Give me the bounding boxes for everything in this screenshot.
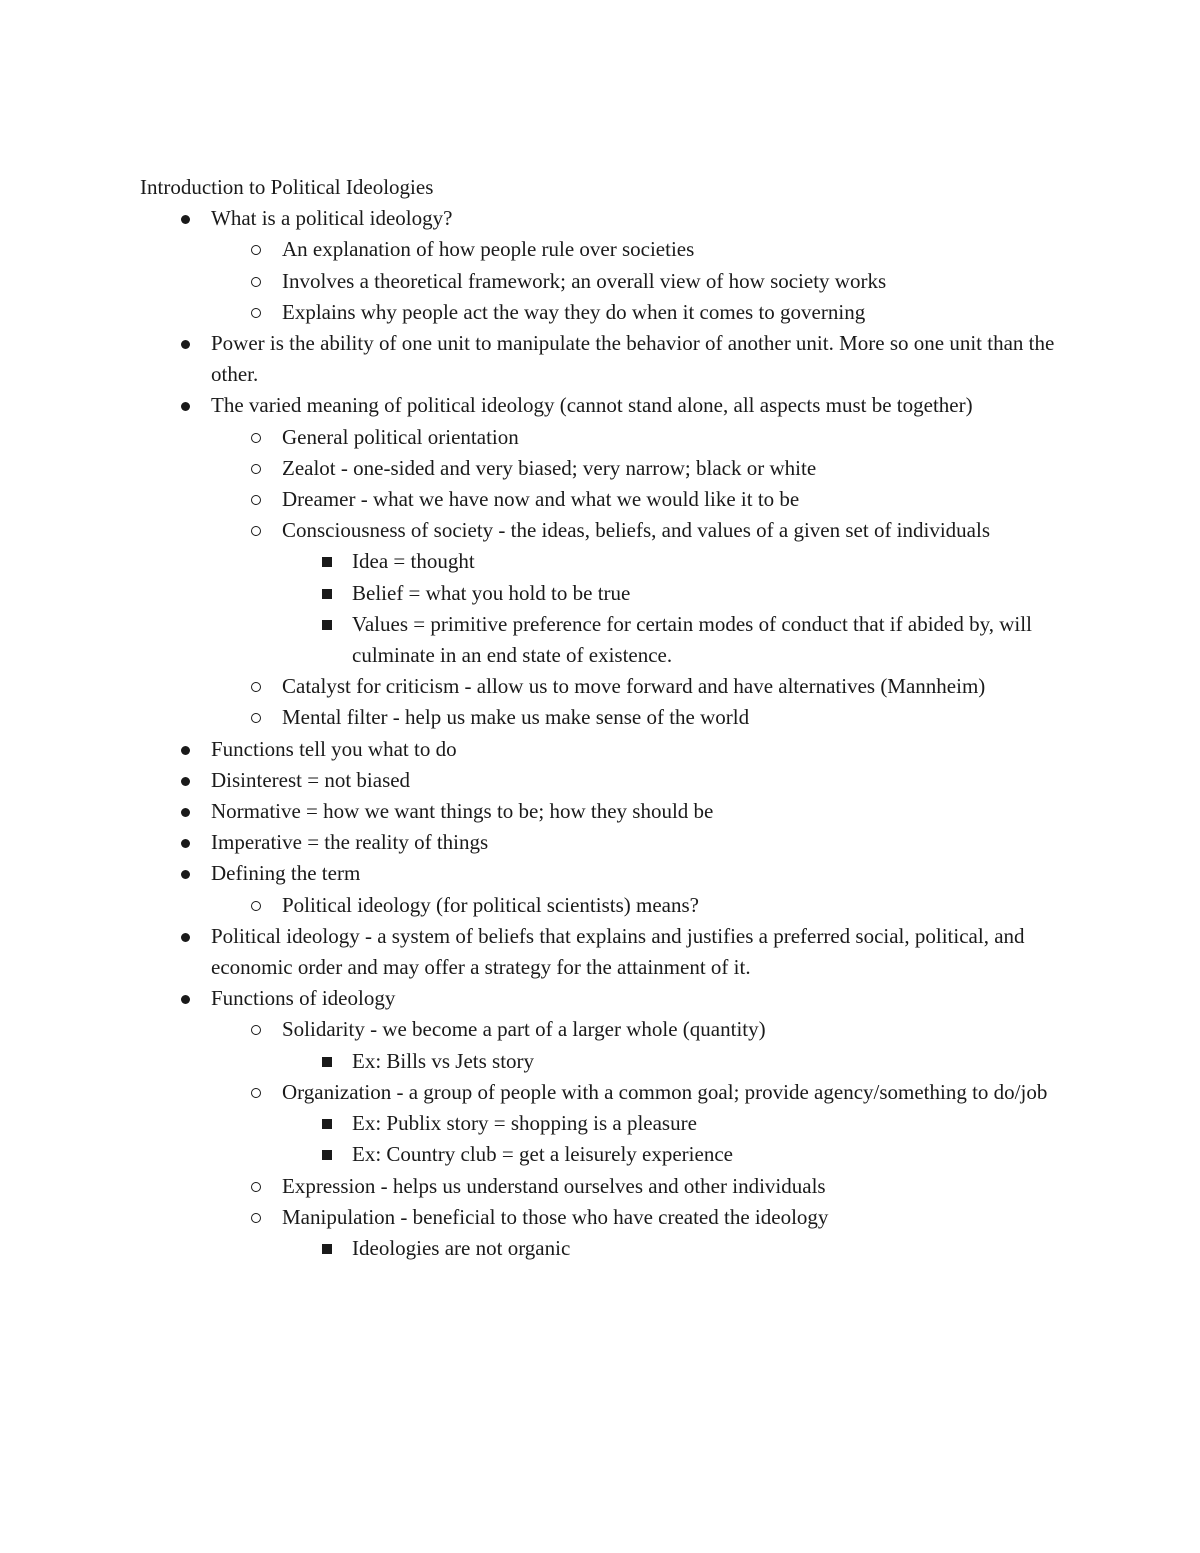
outline-item-level-3 (140, 1046, 1060, 1077)
outline-item-level-3 (140, 609, 1060, 671)
bullet-square-icon (322, 557, 332, 567)
outline-item-level-2 (140, 484, 1060, 515)
outline-item-text: Idea = thought (352, 549, 475, 574)
bullet-disc-icon (181, 995, 190, 1004)
outline-item-text: Functions tell you what to do (211, 736, 457, 761)
outline-item-level-2 (140, 671, 1060, 702)
bullet-square-icon (322, 1150, 332, 1160)
outline-item-text: Catalyst for criticism - allow us to move forward and have alternatives (Mannheim) (282, 674, 986, 699)
outline-item-text: General political orientation (282, 424, 519, 449)
bullet-disc-icon (181, 402, 190, 411)
outline-item-text: Political ideology (for political scientists) means? (282, 892, 699, 917)
bullet-circle-icon (251, 713, 261, 723)
bullet-circle-icon (251, 682, 261, 692)
outline-item-level-2 (140, 1171, 1060, 1202)
bullet-disc-icon (181, 870, 190, 879)
outline-item-text: Mental filter - help us make us make sense of the world (282, 705, 750, 730)
bullet-circle-icon (251, 526, 261, 536)
document-body (140, 172, 1060, 1264)
outline-item-level-1 (140, 734, 1060, 765)
outline-item-text: Normative = how we want things to be; how they should be (211, 799, 714, 824)
bullet-disc-icon (181, 777, 190, 786)
outline-item-text: Consciousness of society - the ideas, beliefs, and values of a given set of individuals (282, 518, 991, 543)
outline-item-level-1 (140, 390, 1060, 421)
outline-item-text: Disinterest = not biased (211, 767, 411, 792)
outline-item-level-1 (140, 921, 1060, 983)
outline-item-level-1 (140, 796, 1060, 827)
outline-item-text: Power is the ability of one unit to manipulate the behavior of another unit. More so one unit than the other. (211, 331, 1055, 387)
outline-item-level-2 (140, 515, 1060, 546)
outline-item-level-1 (140, 203, 1060, 234)
outline-item-text: Functions of ideology (211, 986, 396, 1011)
bullet-disc-icon (181, 215, 190, 224)
outline-item-text: Manipulation - beneficial to those who have created the ideology (282, 1204, 829, 1229)
outline-item-level-1 (140, 765, 1060, 796)
bullet-circle-icon (251, 433, 261, 443)
outline-item-text: Explains why people act the way they do when it comes to governing (282, 299, 866, 324)
bullet-square-icon (322, 1057, 332, 1067)
outline-item-text: Values = primitive preference for certain modes of conduct that if abided by, will culminate in an end state of existence. (352, 611, 1032, 668)
outline-item-level-2 (140, 1202, 1060, 1233)
outline-item-level-2 (140, 422, 1060, 453)
bullet-square-icon (322, 620, 332, 630)
outline-item-text: Political ideology - a system of beliefs that explains and justifies a preferred social, political, and economic order and may offer a strategy for the attainment of it. (211, 923, 1025, 980)
bullet-square-icon (322, 1244, 332, 1254)
outline-item-level-3 (140, 1139, 1060, 1170)
outline-list (140, 203, 1060, 1264)
outline-item-level-1 (140, 858, 1060, 889)
outline-item-text: Ex: Bills vs Jets story (352, 1048, 535, 1073)
outline-item-level-2 (140, 1077, 1060, 1108)
outline-item-text: Ex: Publix story = shopping is a pleasure (352, 1111, 697, 1136)
outline-item-level-2 (140, 266, 1060, 297)
outline-item-level-1 (140, 983, 1060, 1014)
bullet-square-icon (322, 1119, 332, 1129)
outline-item-level-2 (140, 1014, 1060, 1045)
outline-item-text: Zealot - one-sided and very biased; very narrow; black or white (282, 455, 817, 480)
outline-item-text: Ideologies are not organic (352, 1235, 571, 1260)
outline-item-level-3 (140, 546, 1060, 577)
outline-item-text: Involves a theoretical framework; an overall view of how society works (282, 268, 887, 293)
bullet-disc-icon (181, 839, 190, 848)
document-title: Introduction to Political Ideologies (140, 175, 434, 199)
outline-item-text: Organization - a group of people with a common goal; provide agency/something to do/job (282, 1079, 1048, 1104)
outline-item-text: An explanation of how people rule over societies (282, 237, 695, 262)
bullet-circle-icon (251, 1025, 261, 1035)
outline-item-level-3 (140, 1233, 1060, 1264)
bullet-circle-icon (251, 464, 261, 474)
outline-item-text: Imperative = the reality of things (211, 830, 489, 855)
outline-item-text: Defining the term (211, 861, 361, 886)
outline-item-text: What is a political ideology? (211, 206, 453, 231)
outline-item-text: The varied meaning of political ideology (cannot stand alone, all aspects must be together) (211, 393, 973, 418)
outline-item-text: Dreamer - what we have now and what we would like it to be (282, 487, 800, 512)
outline-item-level-1 (140, 328, 1060, 390)
bullet-disc-icon (181, 933, 190, 942)
outline-item-text: Expression - helps us understand ourselves and other individuals (282, 1173, 826, 1198)
bullet-disc-icon (181, 340, 190, 349)
outline-item-level-2 (140, 890, 1060, 921)
outline-item-level-3 (140, 1108, 1060, 1139)
bullet-circle-icon (251, 245, 261, 255)
outline-item-level-3 (140, 578, 1060, 609)
bullet-disc-icon (181, 746, 190, 755)
bullet-circle-icon (251, 1088, 261, 1098)
bullet-circle-icon (251, 308, 261, 318)
outline-item-level-1 (140, 827, 1060, 858)
outline-item-level-2 (140, 702, 1060, 733)
outline-item-level-2 (140, 453, 1060, 484)
bullet-circle-icon (251, 495, 261, 505)
bullet-circle-icon (251, 277, 261, 287)
outline-item-text: Belief = what you hold to be true (352, 580, 631, 605)
outline-item-level-2 (140, 234, 1060, 265)
outline-item-text: Solidarity - we become a part of a larger whole (quantity) (282, 1017, 766, 1042)
bullet-square-icon (322, 589, 332, 599)
bullet-circle-icon (251, 1213, 261, 1223)
bullet-circle-icon (251, 1182, 261, 1192)
bullet-disc-icon (181, 808, 190, 817)
bullet-circle-icon (251, 901, 261, 911)
outline-item-level-2 (140, 297, 1060, 328)
outline-item-text: Ex: Country club = get a leisurely experience (352, 1142, 733, 1167)
